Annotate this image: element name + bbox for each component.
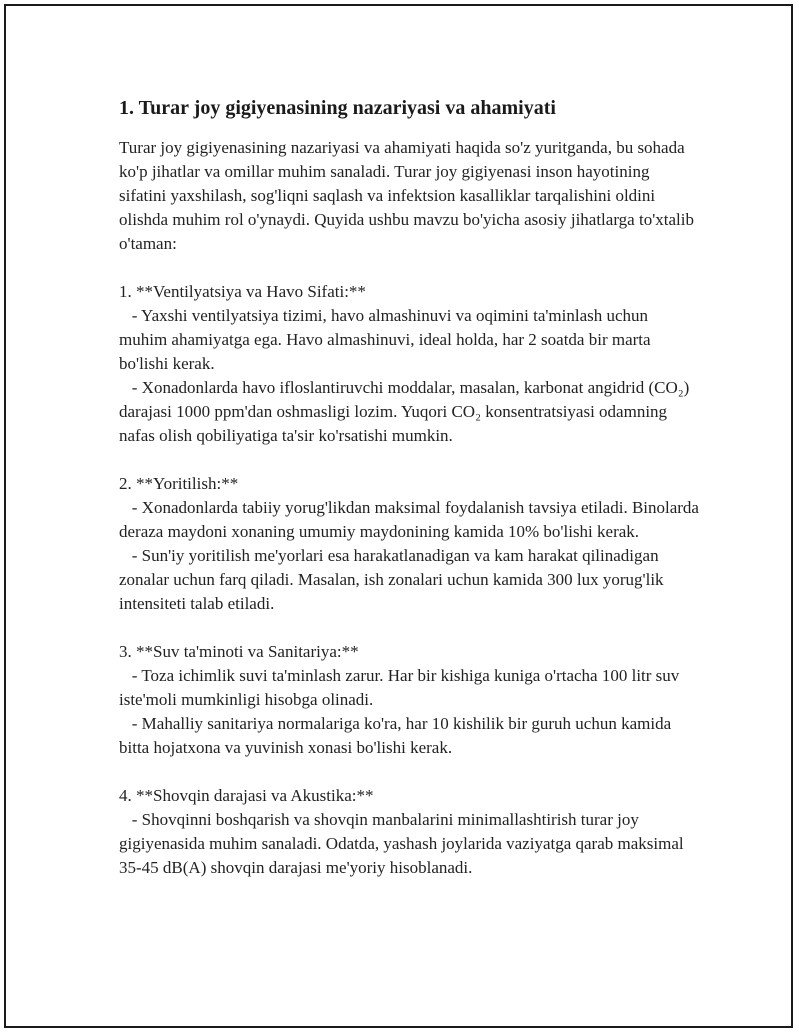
section-bullet: - Xonadonlarda havo ifloslantiruvchi moddalar, masalan, karbonat angidrid (CO₂) darajasi 1000 ppm'dan oshmasligi lozim. Yuqori CO₂ konsentratsiyasi odamning nafas olish qobiliyatiga ta'sir ko'rsatishi mumkin.: [119, 378, 694, 445]
section-bullet: - Yaxshi ventilyatsiya tizimi, havo almashinuvi va oqimini ta'minlash uchun muhim ahamiyatga ega. Havo almashinuvi, ideal holda, har 2 soatda bir marta bo'lishi kerak.: [119, 306, 655, 373]
section-bullet: - Mahalliy sanitariya normalariga ko'ra, har 10 kishilik bir guruh uchun kamida bitta hojatxona va yuvinish xonasi bo'lishi kerak.: [119, 714, 676, 757]
section-heading: 3. **Suv ta'minoti va Sanitariya:**: [119, 642, 359, 661]
section-heading: 2. **Yoritilish:**: [119, 474, 239, 493]
section-bullet: - Toza ichimlik suvi ta'minlash zarur. Har bir kishiga kuniga o'rtacha 100 litr suv iste'moli mumkinligi hisobga olinadi.: [119, 666, 684, 709]
section-bullet: - Sun'iy yoritilish me'yorlari esa harakatlanadigan va kam harakat qilinadigan zonalar uchun farq qiladi. Masalan, ish zonalari uchun kamida 300 lux yorug'lik intensiteti talab etiladi.: [119, 546, 668, 613]
section-ventilation: [119, 280, 699, 448]
section-lighting: [119, 472, 704, 616]
section-heading: 1. **Ventilyatsiya va Havo Sifati:**: [119, 282, 366, 301]
document-body: [119, 96, 704, 880]
page-frame: [4, 4, 793, 1028]
section-heading: 4. **Shovqin darajasi va Akustika:**: [119, 786, 374, 805]
document-title: 1. Turar joy gigiyenasining nazariyasi va ahamiyati: [119, 97, 556, 119]
intro-paragraph: Turar joy gigiyenasining nazariyasi va ahamiyati haqida so'z yuritganda, bu sohada ko'p jihatlar va omillar muhim sanaladi. Turar joy gigiyenasi inson hayotining sifatini yaxshilash, sog'liqni saqlash va infektsion kasalliklar tarqalishini oldini olishda muhim rol o'ynaydi. Quyida ushbu mavzu bo'yicha asosiy jihatlarga to'xtalib o'taman:: [119, 138, 699, 253]
section-bullet: - Shovqinni boshqarish va shovqin manbalarini minimallashtirish turar joy gigiyenasida muhim sanaladi. Odatda, yashash joylarida vaziyatga qarab maksimal 35-45 dB(A) shovqin darajasi me'yoriy hisoblanadi.: [119, 810, 688, 877]
section-bullet: - Xonadonlarda tabiiy yorug'likdan maksimal foydalanish tavsiya etiladi. Binolarda deraza maydoni xonaning umumiy maydonining kamida 10% bo'lishi kerak.: [119, 498, 704, 541]
section-noise-acoustics: [119, 784, 699, 880]
section-water-sanitation: [119, 640, 699, 760]
